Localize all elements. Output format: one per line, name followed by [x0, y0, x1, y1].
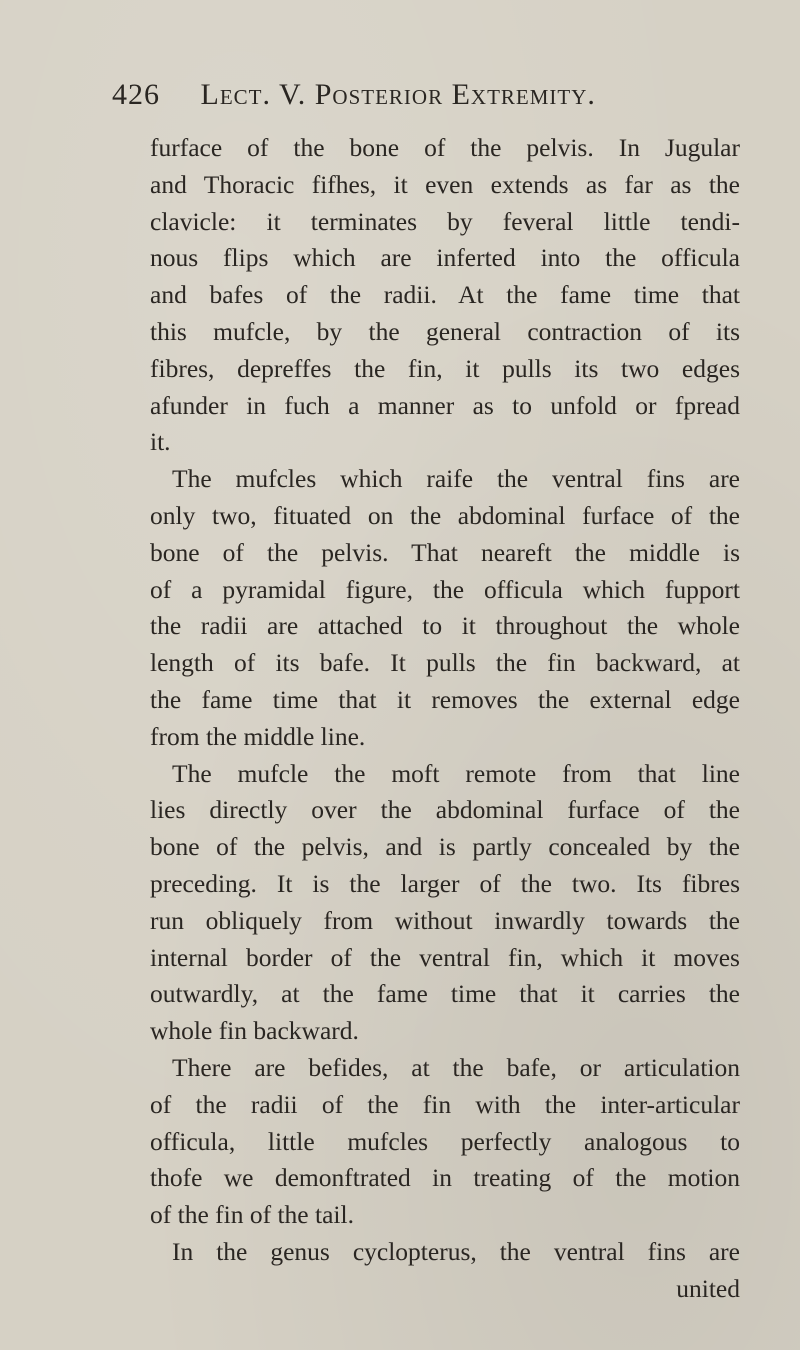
text-line: and Thoracic fifhes, it even extends as far as the — [150, 169, 740, 199]
text-line: preceding. It is the larger of the two. Its fibres — [150, 868, 740, 898]
body-text — [150, 130, 740, 1308]
text-line: bone of the pelvis. That neareft the middle is — [150, 537, 740, 567]
paragraph-start-line: There are befides, at the bafe, or articulation — [172, 1052, 740, 1082]
text-line: thofe we demonftrated in treating of the motion — [150, 1163, 740, 1193]
page-number: 426 — [112, 78, 160, 111]
paragraph-start-line: In the genus cyclopterus, the ventral fins are — [172, 1236, 740, 1266]
text-line: from the middle line. — [150, 721, 366, 751]
text-line: clavicle: it terminates by feveral little tendi- — [150, 206, 740, 236]
text-line: fibres, depreffes the fin, it pulls its two edges — [150, 353, 740, 383]
paragraph-start-line: The mufcles which raife the ventral fins are — [172, 464, 740, 494]
text-line: lies directly over the abdominal furface of the — [150, 795, 740, 825]
paragraph-start-line: The mufcle the moft remote from that line — [172, 758, 740, 788]
running-head — [112, 78, 712, 118]
text-line: of a pyramidal figure, the officula which fupport — [150, 574, 740, 604]
text-line: it. — [150, 427, 171, 457]
text-line: the fame time that it removes the external edge — [150, 684, 740, 714]
catchword: united — [676, 1273, 740, 1303]
text-line: and bafes of the radii. At the fame time that — [150, 280, 740, 310]
text-line: of the fin of the tail. — [150, 1200, 354, 1230]
text-line: whole fin backward. — [150, 1016, 359, 1046]
text-line: bone of the pelvis, and is partly concealed by the — [150, 832, 740, 862]
text-line: furface of the bone of the pelvis. In Jugular — [150, 133, 740, 162]
text-line: officula, little mufcles perfectly analogous to — [150, 1126, 740, 1156]
text-line: only two, fituated on the abdominal furface of the — [150, 500, 740, 530]
text-line: afunder in fuch a manner as to unfold or fpread — [150, 390, 740, 420]
text-line: run obliquely from without inwardly towards the — [150, 905, 740, 935]
section-title: Lect. V. Posterior Extremity. — [200, 78, 596, 111]
text-line: the radii are attached to it throughout the whole — [150, 611, 740, 641]
text-line: nous flips which are inferted into the officula — [150, 243, 740, 273]
text-line: of the radii of the fin with the inter-articular — [150, 1089, 740, 1119]
text-line: length of its bafe. It pulls the fin backward, at — [150, 648, 740, 678]
text-line: internal border of the ventral fin, which it moves — [150, 942, 740, 972]
text-line: outwardly, at the fame time that it carries the — [150, 979, 740, 1009]
text-line: this mufcle, by the general contraction of its — [150, 316, 740, 346]
